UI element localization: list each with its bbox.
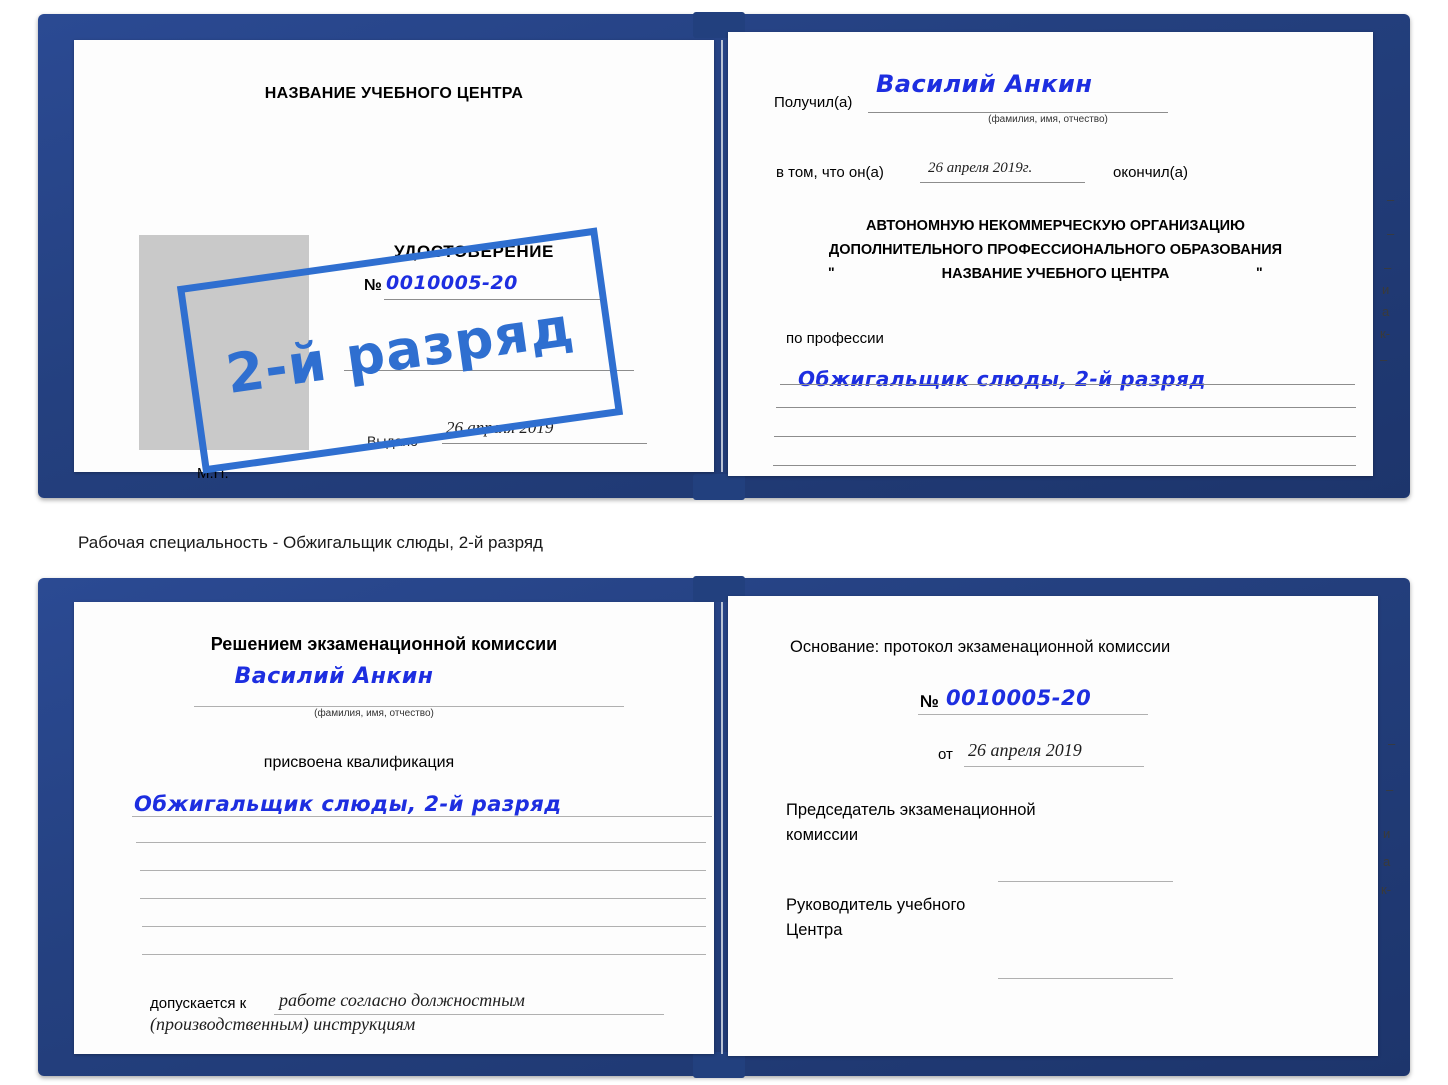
basis-label: Основание: протокол экзаменационной комиссии <box>790 638 1171 656</box>
page-spine-top <box>721 40 723 472</box>
qual-line-6 <box>142 954 706 955</box>
edge-char-b1: – <box>1388 736 1396 751</box>
profession-line-4 <box>773 465 1356 466</box>
issued-label: Выдано <box>367 433 418 449</box>
qualification-label: присвоена квалификация <box>263 754 455 771</box>
document-title: УДОСТОВЕРЕНИЕ <box>393 242 554 261</box>
decision-title: Решением экзаменационной комиссии <box>210 634 558 654</box>
finish-date: 26 апреля 2019г. <box>928 160 1033 176</box>
page-spine-bottom <box>721 602 723 1054</box>
qual-line-5 <box>142 926 706 927</box>
edge-char-4: и <box>1382 282 1390 297</box>
fio-hint-bottom: (фамилия, имя, отчество) <box>314 708 434 719</box>
seal-label: М.П. <box>197 465 229 482</box>
admitted-value-1: работе согласно должностным <box>279 990 525 1010</box>
profession-label: по профессии <box>786 330 884 347</box>
edge-char-b2: – <box>1386 782 1394 797</box>
spine-tab-bottom <box>693 474 745 500</box>
qualification-value: Обжигальщик слюды, 2-й разряд <box>134 792 562 816</box>
edge-char-5: а <box>1382 304 1390 319</box>
admitted-value-2: (производственным) инструкциям <box>150 1014 416 1034</box>
qual-line-3 <box>140 870 706 871</box>
qual-line-1 <box>132 816 712 817</box>
fio-hint-top: (фамилия, имя, отчество) <box>988 114 1108 125</box>
head-label-2: Центра <box>786 921 843 939</box>
edge-char-b3: и <box>1383 826 1391 841</box>
issued-underline <box>442 443 647 444</box>
certificate-top <box>38 14 1410 498</box>
org-line-1: АВТОНОМНУЮ НЕКОММЕРЧЕСКУЮ ОРГАНИЗАЦИЮ <box>866 218 1245 234</box>
page-left-bottom <box>74 602 714 1054</box>
org-quote-close: " <box>1256 264 1263 280</box>
qual-line-2 <box>136 842 706 843</box>
profession-value: Обжигальщик слюды, 2-й разряд <box>798 367 1206 391</box>
from-date: 26 апреля 2019 <box>968 740 1082 760</box>
that-he-label: в том, что он(а) <box>776 164 884 181</box>
protocol-number-underline <box>918 714 1148 715</box>
page-right-bottom <box>728 596 1378 1056</box>
certificate-bottom <box>38 578 1410 1076</box>
org-line-2: ДОПОЛНИТЕЛЬНОГО ПРОФЕССИОНАЛЬНОГО ОБРАЗОВАНИЯ <box>828 242 1283 258</box>
org-name: НАЗВАНИЕ УЧЕБНОГО ЦЕНТРА <box>941 266 1170 282</box>
from-date-underline <box>964 766 1144 767</box>
edge-char-3: – <box>1384 260 1392 275</box>
number-value: 0010005-20 <box>386 272 518 294</box>
chairman-signature-line <box>998 881 1173 882</box>
number-label: № <box>364 277 382 294</box>
watermark-stamp: 2-й разряд <box>177 227 623 473</box>
admitted-label: допускается к <box>150 995 247 1012</box>
finish-date-underline <box>920 182 1085 183</box>
page-right-top <box>728 32 1373 476</box>
profession-line-3 <box>774 436 1356 437</box>
issued-date: 26 апреля 2019 <box>446 418 554 437</box>
org-quote-open: " <box>828 264 835 280</box>
training-center-title: НАЗВАНИЕ УЧЕБНОГО ЦЕНТРА <box>264 85 524 102</box>
edge-char-1: – <box>1387 192 1395 207</box>
head-label-1: Руководитель учебного <box>786 896 966 914</box>
edge-char-b5: к- <box>1381 882 1392 897</box>
edge-char-7: – <box>1380 352 1388 367</box>
page-caption: Рабочая специальность - Обжигальщик слюды, 2-й разряд <box>78 533 543 552</box>
profession-line-1 <box>780 384 1355 385</box>
student-name: Василий Анкин <box>234 664 434 689</box>
edge-char-2: – <box>1387 226 1395 241</box>
name-underline <box>194 706 624 707</box>
protocol-number-label: № <box>920 692 939 711</box>
chairman-label-1: Председатель экзаменационной <box>786 801 1036 819</box>
finished-label: окончил(а) <box>1113 164 1188 181</box>
edge-char-b4: а <box>1383 854 1391 869</box>
qual-line-4 <box>140 898 706 899</box>
profession-line-2 <box>776 407 1356 408</box>
head-signature-line <box>998 978 1173 979</box>
received-label: Получил(а) <box>774 94 853 111</box>
protocol-number-value: 0010005-20 <box>946 686 1092 710</box>
received-underline <box>868 112 1168 113</box>
received-name: Василий Анкин <box>876 70 1093 98</box>
chairman-label-2: комиссии <box>786 826 859 844</box>
edge-char-6: к- <box>1380 326 1391 341</box>
from-label: от <box>938 746 953 763</box>
